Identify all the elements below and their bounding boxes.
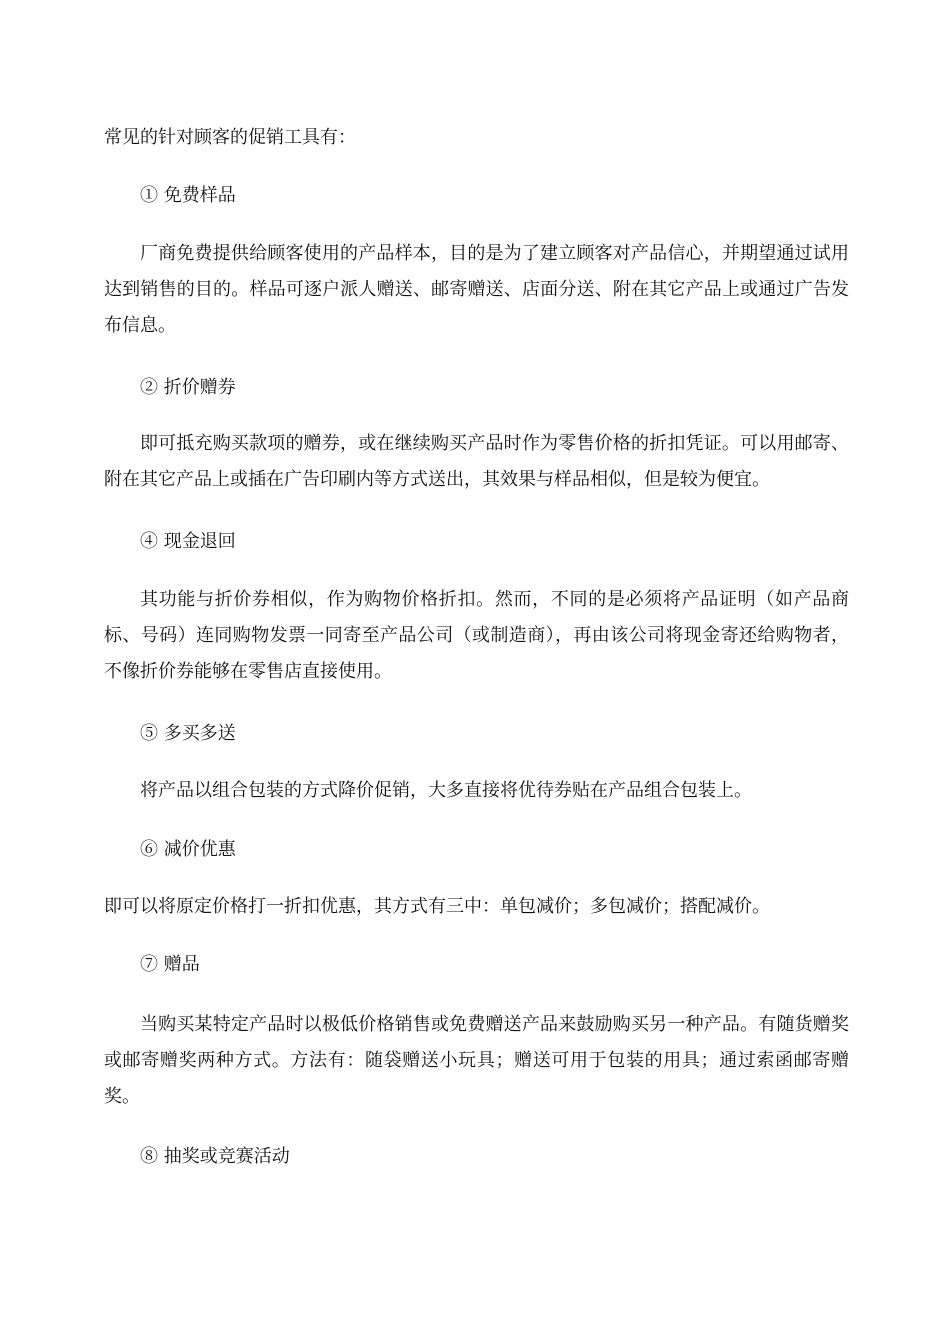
section-body-cash-refund: 其功能与折价券相似，作为购物价格折扣。然而，不同的是必须将产品证明（如产品商标、号码）连同购物发票一同寄至产品公司（或制造商），再由该公司将现金寄还给购物者，不像折价券能够在零售店直接使用。 (104, 589, 849, 682)
section-heading-price-discount: ⑥ 减价优惠 (140, 839, 236, 860)
section-heading-free-samples: ① 免费样品 (140, 185, 236, 206)
section-heading-coupons: ② 折价赠券 (140, 377, 236, 398)
section-body-price-discount: 即可以将原定价格打一折扣优惠，其方式有三中：单包减价；多包减价；搭配减价。 (104, 896, 770, 917)
section-heading-cash-refund: ④ 现金退回 (140, 531, 236, 552)
section-body-coupons: 即可抵充购买款项的赠券，或在继续购买产品时作为零售价格的折扣凭证。可以用邮寄、附在其它产品上或插在广告印刷内等方式送出，其效果与样品相似，但是较为便宜。 (104, 433, 849, 490)
section-heading-premiums: ⑦ 赠品 (140, 954, 200, 975)
section-heading-sweepstakes: ⑧ 抽奖或竞赛活动 (140, 1146, 290, 1167)
intro-text: 常见的针对顾客的促销工具有： (104, 127, 356, 148)
section-heading-buy-more: ⑤ 多买多送 (140, 723, 236, 744)
section-body-premiums: 当购买某特定产品时以极低价格销售或免费赠送产品来鼓励购买另一种产品。有随货赠奖或邮寄赠奖两种方式。方法有：随袋赠送小玩具；赠送可用于包装的用具；通过索函邮寄赠奖。 (104, 1014, 849, 1107)
section-body-buy-more: 将产品以组合包装的方式降价促销，大多直接将优待券贴在产品组合包装上。 (140, 780, 752, 801)
section-body-free-samples: 厂商免费提供给顾客使用的产品样本，目的是为了建立顾客对产品信心，并期望通过试用达到销售的目的。样品可逐户派人赠送、邮寄赠送、店面分送、附在其它产品上或通过广告发布信息。 (104, 243, 849, 336)
